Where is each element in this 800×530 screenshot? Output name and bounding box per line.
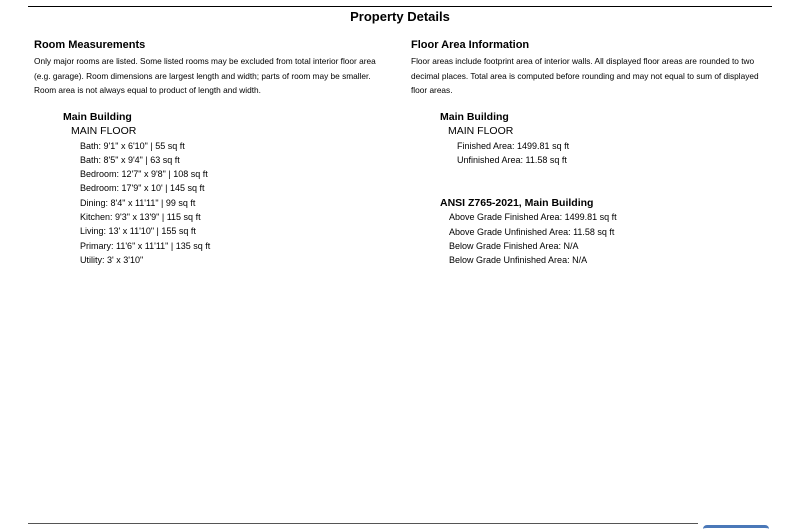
- top-divider: [28, 6, 772, 7]
- note-line: floor areas.: [411, 85, 453, 95]
- list-item: Unfinished Area: 11.58 sq ft: [457, 154, 567, 165]
- note-line: (e.g. garage). Room dimensions are largest length and width; parts of room may be smaller.: [34, 70, 371, 81]
- list-item: Kitchen: 9'3" x 13'9" | 115 sq ft: [80, 212, 201, 223]
- ansi-list: [440, 196, 617, 267]
- floor-area-note: [411, 54, 781, 98]
- list-item: Below Grade Unfinished Area: N/A: [449, 255, 588, 266]
- list-item: Above Grade Finished Area: 1499.81 sq ft: [449, 212, 617, 223]
- list-item: Above Grade Unfinished Area: 11.58 sq ft: [449, 226, 615, 237]
- list-item: Bedroom: 17'9" x 10' | 145 sq ft: [80, 183, 205, 194]
- logo-icon: [703, 525, 769, 530]
- ansi-title: ANSI Z765-2021, Main Building: [440, 197, 594, 209]
- room-list: [63, 110, 210, 267]
- list-item: Living: 13' x 11'10" | 155 sq ft: [80, 226, 196, 237]
- floor-area-section: [411, 39, 781, 98]
- building-title: Main Building: [440, 111, 509, 123]
- room-measurements-note: [34, 54, 399, 98]
- list-item: Bedroom: 12'7" x 9'8" | 108 sq ft: [80, 169, 208, 180]
- floor-area-list: [440, 110, 569, 167]
- list-item: Primary: 11'6" x 11'11" | 135 sq ft: [80, 240, 211, 251]
- note-line: Only major rooms are listed. Some listed rooms may be excluded from total interior floor area: [34, 56, 376, 66]
- note-line: decimal places. Total area is computed before rounding and may not equal to sum of displayed: [411, 70, 759, 81]
- list-item: Below Grade Finished Area: N/A: [449, 240, 579, 251]
- room-measurements-section: [34, 39, 399, 98]
- list-item: Dining: 8'4" x 11'11" | 99 sq ft: [80, 197, 196, 208]
- list-item: Utility: 3' x 3'10": [80, 254, 144, 265]
- list-item: Finished Area: 1499.81 sq ft: [457, 140, 570, 151]
- floor-label: MAIN FLOOR: [71, 125, 137, 138]
- list-item: Bath: 8'5" x 9'4" | 63 sq ft: [80, 154, 180, 165]
- note-line: Floor areas include footprint area of interior walls. All displayed floor areas are rounded to two: [411, 56, 755, 66]
- room-measurements-title: Room Measurements: [34, 39, 146, 51]
- building-title: Main Building: [63, 111, 132, 123]
- page-title: Property Details: [350, 9, 450, 24]
- list-item: Bath: 9'1" x 6'10" | 55 sq ft: [80, 140, 185, 151]
- note-line: Room area is not always equal to product of length and width.: [34, 85, 261, 95]
- floor-label: MAIN FLOOR: [448, 125, 514, 138]
- bottom-divider: [28, 523, 698, 524]
- floor-area-title: Floor Area Information: [411, 39, 530, 51]
